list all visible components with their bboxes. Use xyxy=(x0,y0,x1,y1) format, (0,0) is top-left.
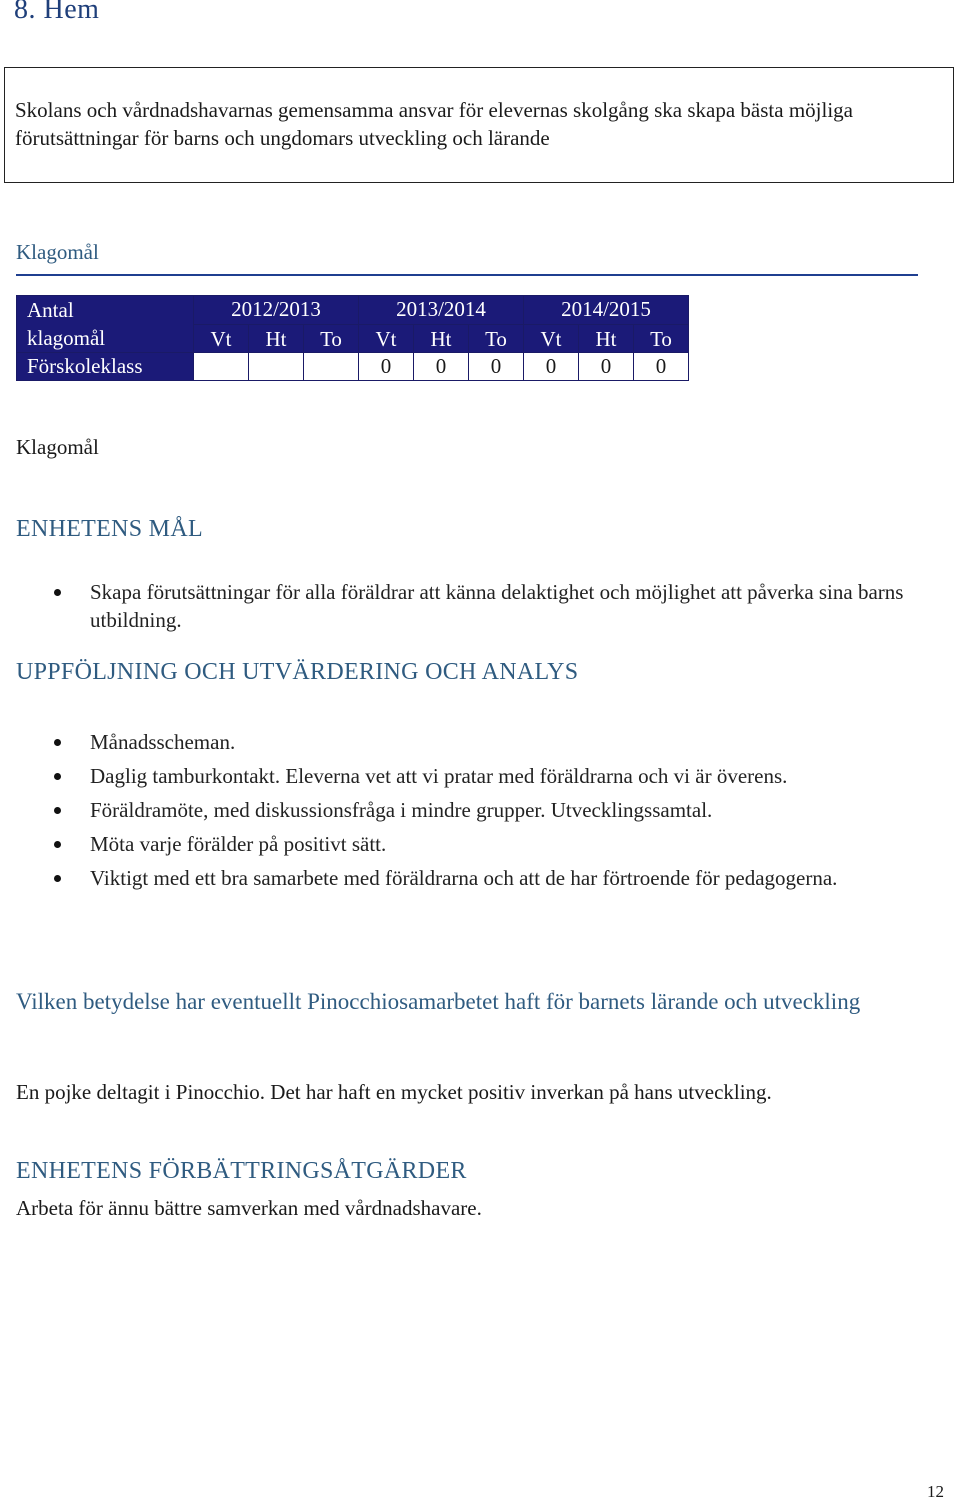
bullet-icon xyxy=(54,841,61,848)
table-cell: 0 xyxy=(414,353,469,381)
list-item-text: Möta varje förälder på positivt sätt. xyxy=(90,832,387,856)
list-item xyxy=(16,793,940,827)
term-header: To xyxy=(304,324,359,353)
list-item-text: Skapa förutsättningar för alla föräldrar att känna delaktighet och möjlighet att påverka sina barns utbildning. xyxy=(90,580,904,632)
complaints-heading: Klagomål xyxy=(16,240,99,264)
table-cell: 0 xyxy=(469,353,524,381)
term-header: To xyxy=(634,324,689,353)
term-header: To xyxy=(469,324,524,353)
question-answer: En pojke deltagit i Pinocchio. Det har haft en mycket positiv inverkan på hans utveckling. xyxy=(16,1080,772,1104)
improvements-heading: ENHETENS FÖRBÄTTRINGSÅTGÄRDER xyxy=(16,1158,467,1184)
followup-heading: UPPFÖLJNING OCH UTVÄRDERING OCH ANALYS xyxy=(16,659,579,685)
table-cell xyxy=(249,353,304,381)
year-header: 2012/2013 xyxy=(194,296,359,325)
list-item xyxy=(16,827,940,861)
improvements-text: Arbeta för ännu bättre samverkan med vårdnadshavare. xyxy=(16,1196,482,1220)
list-item xyxy=(16,578,940,634)
term-header: Vt xyxy=(524,324,579,353)
term-header: Ht xyxy=(579,324,634,353)
term-header: Ht xyxy=(249,324,304,353)
table-cell xyxy=(304,353,359,381)
table-cell xyxy=(194,353,249,381)
list-item xyxy=(16,725,940,759)
term-header: Ht xyxy=(414,324,469,353)
table-label-cell xyxy=(17,296,194,353)
bullet-icon xyxy=(54,807,61,814)
bullet-icon xyxy=(54,773,61,780)
responsibility-text: Skolans och vårdnadshavarnas gemensamma ansvar för elevernas skolgång ska skapa bästa möjliga förutsättningar för barns och ungdomars utveckling och lärande xyxy=(15,98,853,150)
table-cell: 0 xyxy=(634,353,689,381)
list-item-text: Viktigt med ett bra samarbete med föräldrarna och att de har förtroende för pedagogerna. xyxy=(90,866,838,890)
goals-list xyxy=(16,578,940,634)
term-header: Vt xyxy=(194,324,249,353)
term-header: Vt xyxy=(359,324,414,353)
responsibility-box xyxy=(4,67,954,183)
list-item-text: Daglig tamburkontakt. Eleverna vet att vi pratar med föräldrarna och vi är överens. xyxy=(90,764,788,788)
page-title: 8. Hem xyxy=(14,0,100,25)
list-item-text: Månadsscheman. xyxy=(90,730,236,754)
list-item-text: Föräldramöte, med diskussionsfråga i mindre grupper. Utvecklingssamtal. xyxy=(90,798,713,822)
bullet-icon xyxy=(54,589,61,596)
list-item xyxy=(16,759,940,793)
year-header: 2013/2014 xyxy=(359,296,524,325)
complaints-caption: Klagomål xyxy=(16,435,99,459)
table-label-line2: klagomål xyxy=(27,326,106,350)
goals-heading: ENHETENS MÅL xyxy=(16,516,203,542)
complaints-table xyxy=(16,295,689,381)
table-cell: 0 xyxy=(579,353,634,381)
row-label: Förskoleklass xyxy=(17,353,194,381)
bullet-icon xyxy=(54,875,61,882)
bullet-icon xyxy=(54,739,61,746)
heading-underline xyxy=(16,274,918,276)
list-item xyxy=(16,861,940,895)
table-cell: 0 xyxy=(359,353,414,381)
table-label-line1: Antal xyxy=(27,298,74,322)
followup-list xyxy=(16,725,940,895)
page-number: 12 xyxy=(927,1482,944,1501)
question-heading: Vilken betydelse har eventuellt Pinocchiosamarbetet haft för barnets lärande och utveckling xyxy=(16,989,861,1014)
year-header: 2014/2015 xyxy=(524,296,689,325)
table-cell: 0 xyxy=(524,353,579,381)
